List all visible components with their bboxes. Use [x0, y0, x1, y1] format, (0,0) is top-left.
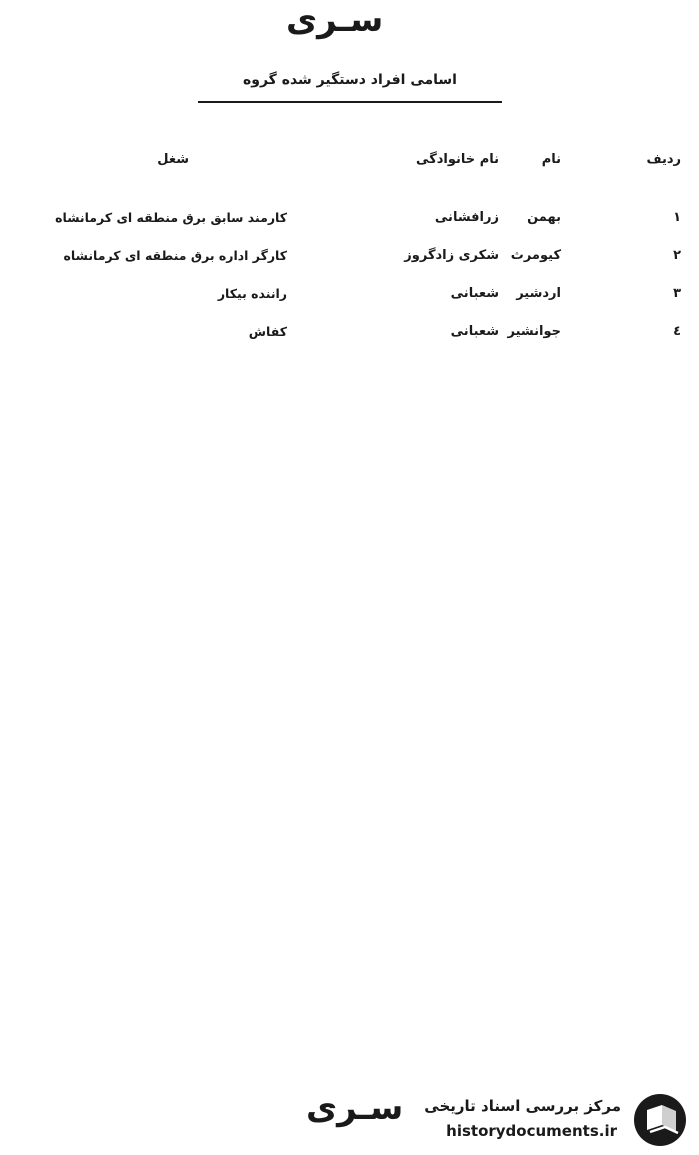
row-number: ۱ [673, 210, 681, 225]
occupation: کارگر اداره برق منطقه ای کرمانشاه [63, 248, 287, 263]
family-name: شعبانی [450, 324, 499, 339]
column-header-job: شغل [157, 152, 189, 167]
occupation: راننده بیکار [217, 286, 287, 301]
occupation: کارمند سابق برق منطقه ای کرمانشاه [55, 210, 287, 225]
occupation: کفاش [248, 324, 287, 339]
first-name: جوانشیر [507, 324, 561, 339]
family-name: شعبانی [450, 286, 499, 301]
family-name: شکری زادگروز [404, 248, 499, 263]
column-header-row: ردیف [646, 152, 681, 167]
classification-stamp-bottom: سـری [306, 1088, 404, 1128]
archive-name: مرکز بررسی اسناد تاریخی [424, 1097, 621, 1115]
column-header-family: نام خانوادگی [416, 152, 499, 167]
row-number: ٤ [673, 324, 681, 339]
first-name: کیومرث [510, 248, 561, 263]
archive-logo-icon [632, 1092, 688, 1148]
first-name: بهمن [527, 210, 561, 225]
title-underline [198, 101, 502, 103]
first-name: اردشیر [516, 286, 561, 301]
document-title: اسامی افراد دستگیر شده گروه [243, 72, 457, 88]
archive-url: historydocuments.ir [446, 1122, 617, 1140]
classification-stamp-top: سـری [286, 0, 384, 40]
row-number: ۲ [673, 248, 681, 263]
column-header-name: نام [541, 152, 561, 167]
row-number: ۳ [673, 286, 681, 301]
family-name: زرافشانی [434, 210, 499, 225]
